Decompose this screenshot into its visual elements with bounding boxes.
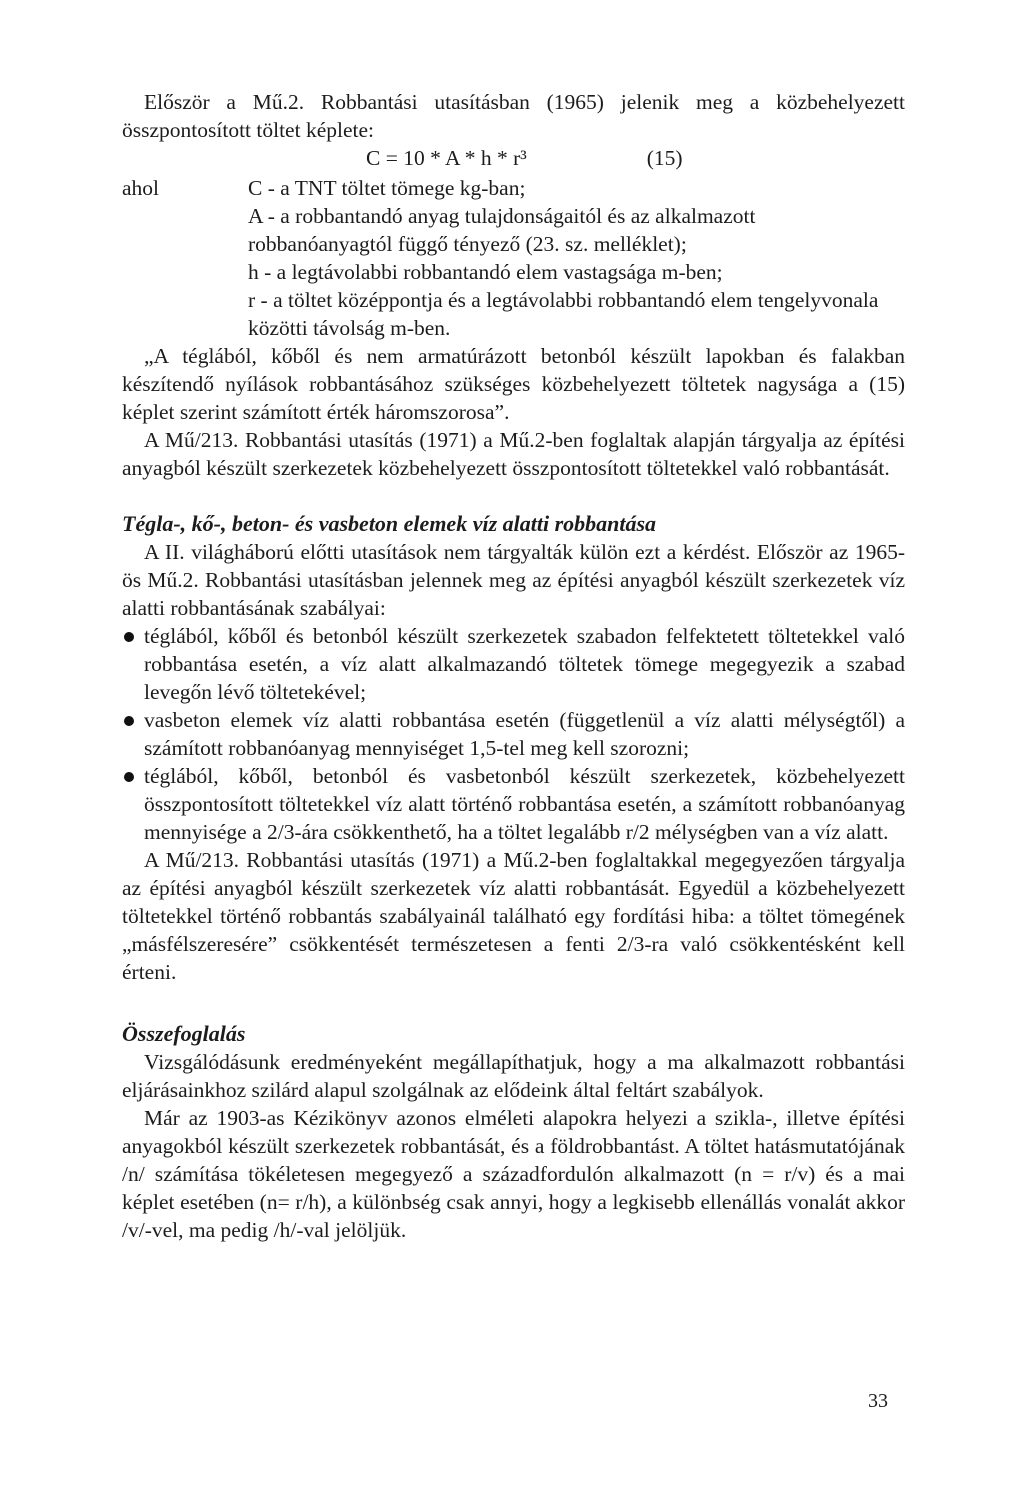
definition-item: A - a robbantandó anyag tulajdonságaitól és az alkalmazott robbanóanyagtól függő tényező (23. sz. melléklet); <box>248 204 756 256</box>
formula-line <box>366 144 905 172</box>
rules-list <box>122 622 905 846</box>
summary-paragraph: Vizsgálódásunk eredményeként megállapíthatjuk, hogy a ma alkalmazott robbantási eljárásainkhoz szilárd alapul szolgálnak az elődeink által feltárt szabályok. <box>122 1050 905 1102</box>
intro-paragraph: Először a Mű.2. Robbantási utasításban (1965) jelenik meg a közbehelyezett összpontosított töltet képlete: <box>122 90 905 142</box>
section-heading-summary: Összefoglalás <box>122 1021 246 1046</box>
summary-paragraph-2: Már az 1903-as Kézikönyv azonos elméleti alapokra helyezi a szikla-, illetve építési anyagokból készült szerkezetek robbantását, és a földrobbantást. A töltet hatásmutatójának /n/ számítása tökéletesen megegyező a századfordulón alkalmazott (n = r/v) és a mai képlet esetében (n= r/h), a különbség csak annyi, hogy a legkisebb ellenállás vonalát akkor /v/-vel, ma pedig /h/-val jelöljük. <box>122 1106 905 1242</box>
section-heading-underwater: Tégla-, kő-, beton- és vasbeton elemek víz alatti robbantása <box>122 511 657 536</box>
list-item: téglából, kőből, betonból és vasbetonból készült szerkezetek, közbehelyezett összpontosított töltetekkel víz alatt történő robbantása esetén, a számított robbanóanyag mennyisége a 2/3-ára csökkenthető, ha a töltet legalább r/2 mélységben van a víz alatt. <box>122 762 905 846</box>
quote-paragraph: „A téglából, kőből és nem armatúrázott betonból készült lapokban és falakban készítendő nyílások robbantásához szükséges közbehelyezett töltetek nagysága a (15) képlet szerint számított érték háromszorosa”. <box>122 344 905 424</box>
where-label: ahol <box>122 176 160 200</box>
definition-item: r - a töltet középpontja és a legtávolabbi robbantandó elem tengelyvonala közötti távolság m-ben. <box>248 288 879 340</box>
definitions-block <box>122 174 905 342</box>
list-item: vasbeton elemek víz alatti robbantása esetén (függetlenül a víz alatti mélységtől) a számított robbanóanyag mennyiséget 1,5-tel meg kell szorozni; <box>122 706 905 762</box>
section1-paragraph-2: A Mű/213. Robbantási utasítás (1971) a Mű.2-ben foglaltakkal megegyezően tárgyalja az építési anyagból készült szerkezetek víz alatti robbantását. Egyedül a közbehelyezett töltetekkel történő robbantás szabályainál található egy fordítási hiba: a töltet tömegének „másfélszeresére” csökkentését természetesen a fenti 2/3-ra való csökkentésként kell érteni. <box>122 848 905 984</box>
bullet-icon <box>124 632 134 642</box>
page-number: 33 <box>868 1390 888 1412</box>
formula-number: (15) <box>646 146 683 170</box>
formula: C = 10 * A * h * r³ <box>366 146 527 170</box>
definition-item: C - a TNT töltet tömege kg-ban; <box>248 176 526 200</box>
definition-item: h - a legtávolabbi robbantandó elem vastagsága m-ben; <box>248 260 723 284</box>
page-content <box>122 88 905 1244</box>
bullet-icon <box>124 772 134 782</box>
section1-paragraph: A II. világháború előtti utasítások nem tárgyalták külön ezt a kérdést. Először az 1965-ös Mű.2. Robbantási utasításban jelennek meg az építési anyagból készült szerkezetek víz alatti robbantásának szabályai: <box>122 540 905 620</box>
intro-paragraph-2: A Mű/213. Robbantási utasítás (1971) a Mű.2-ben foglaltak alapján tárgyalja az építési anyagból készült szerkezetek közbehelyezett összpontosított töltetekkel való robbantását. <box>122 428 905 480</box>
bullet-icon <box>124 716 134 726</box>
list-item: téglából, kőből és betonból készült szerkezetek szabadon felfektetett töltetekkel való robbantása esetén, a víz alatt alkalmazandó töltetek tömege megegyezik a szabad levegőn lévő töltetekével; <box>122 622 905 706</box>
definitions-list <box>248 174 905 342</box>
